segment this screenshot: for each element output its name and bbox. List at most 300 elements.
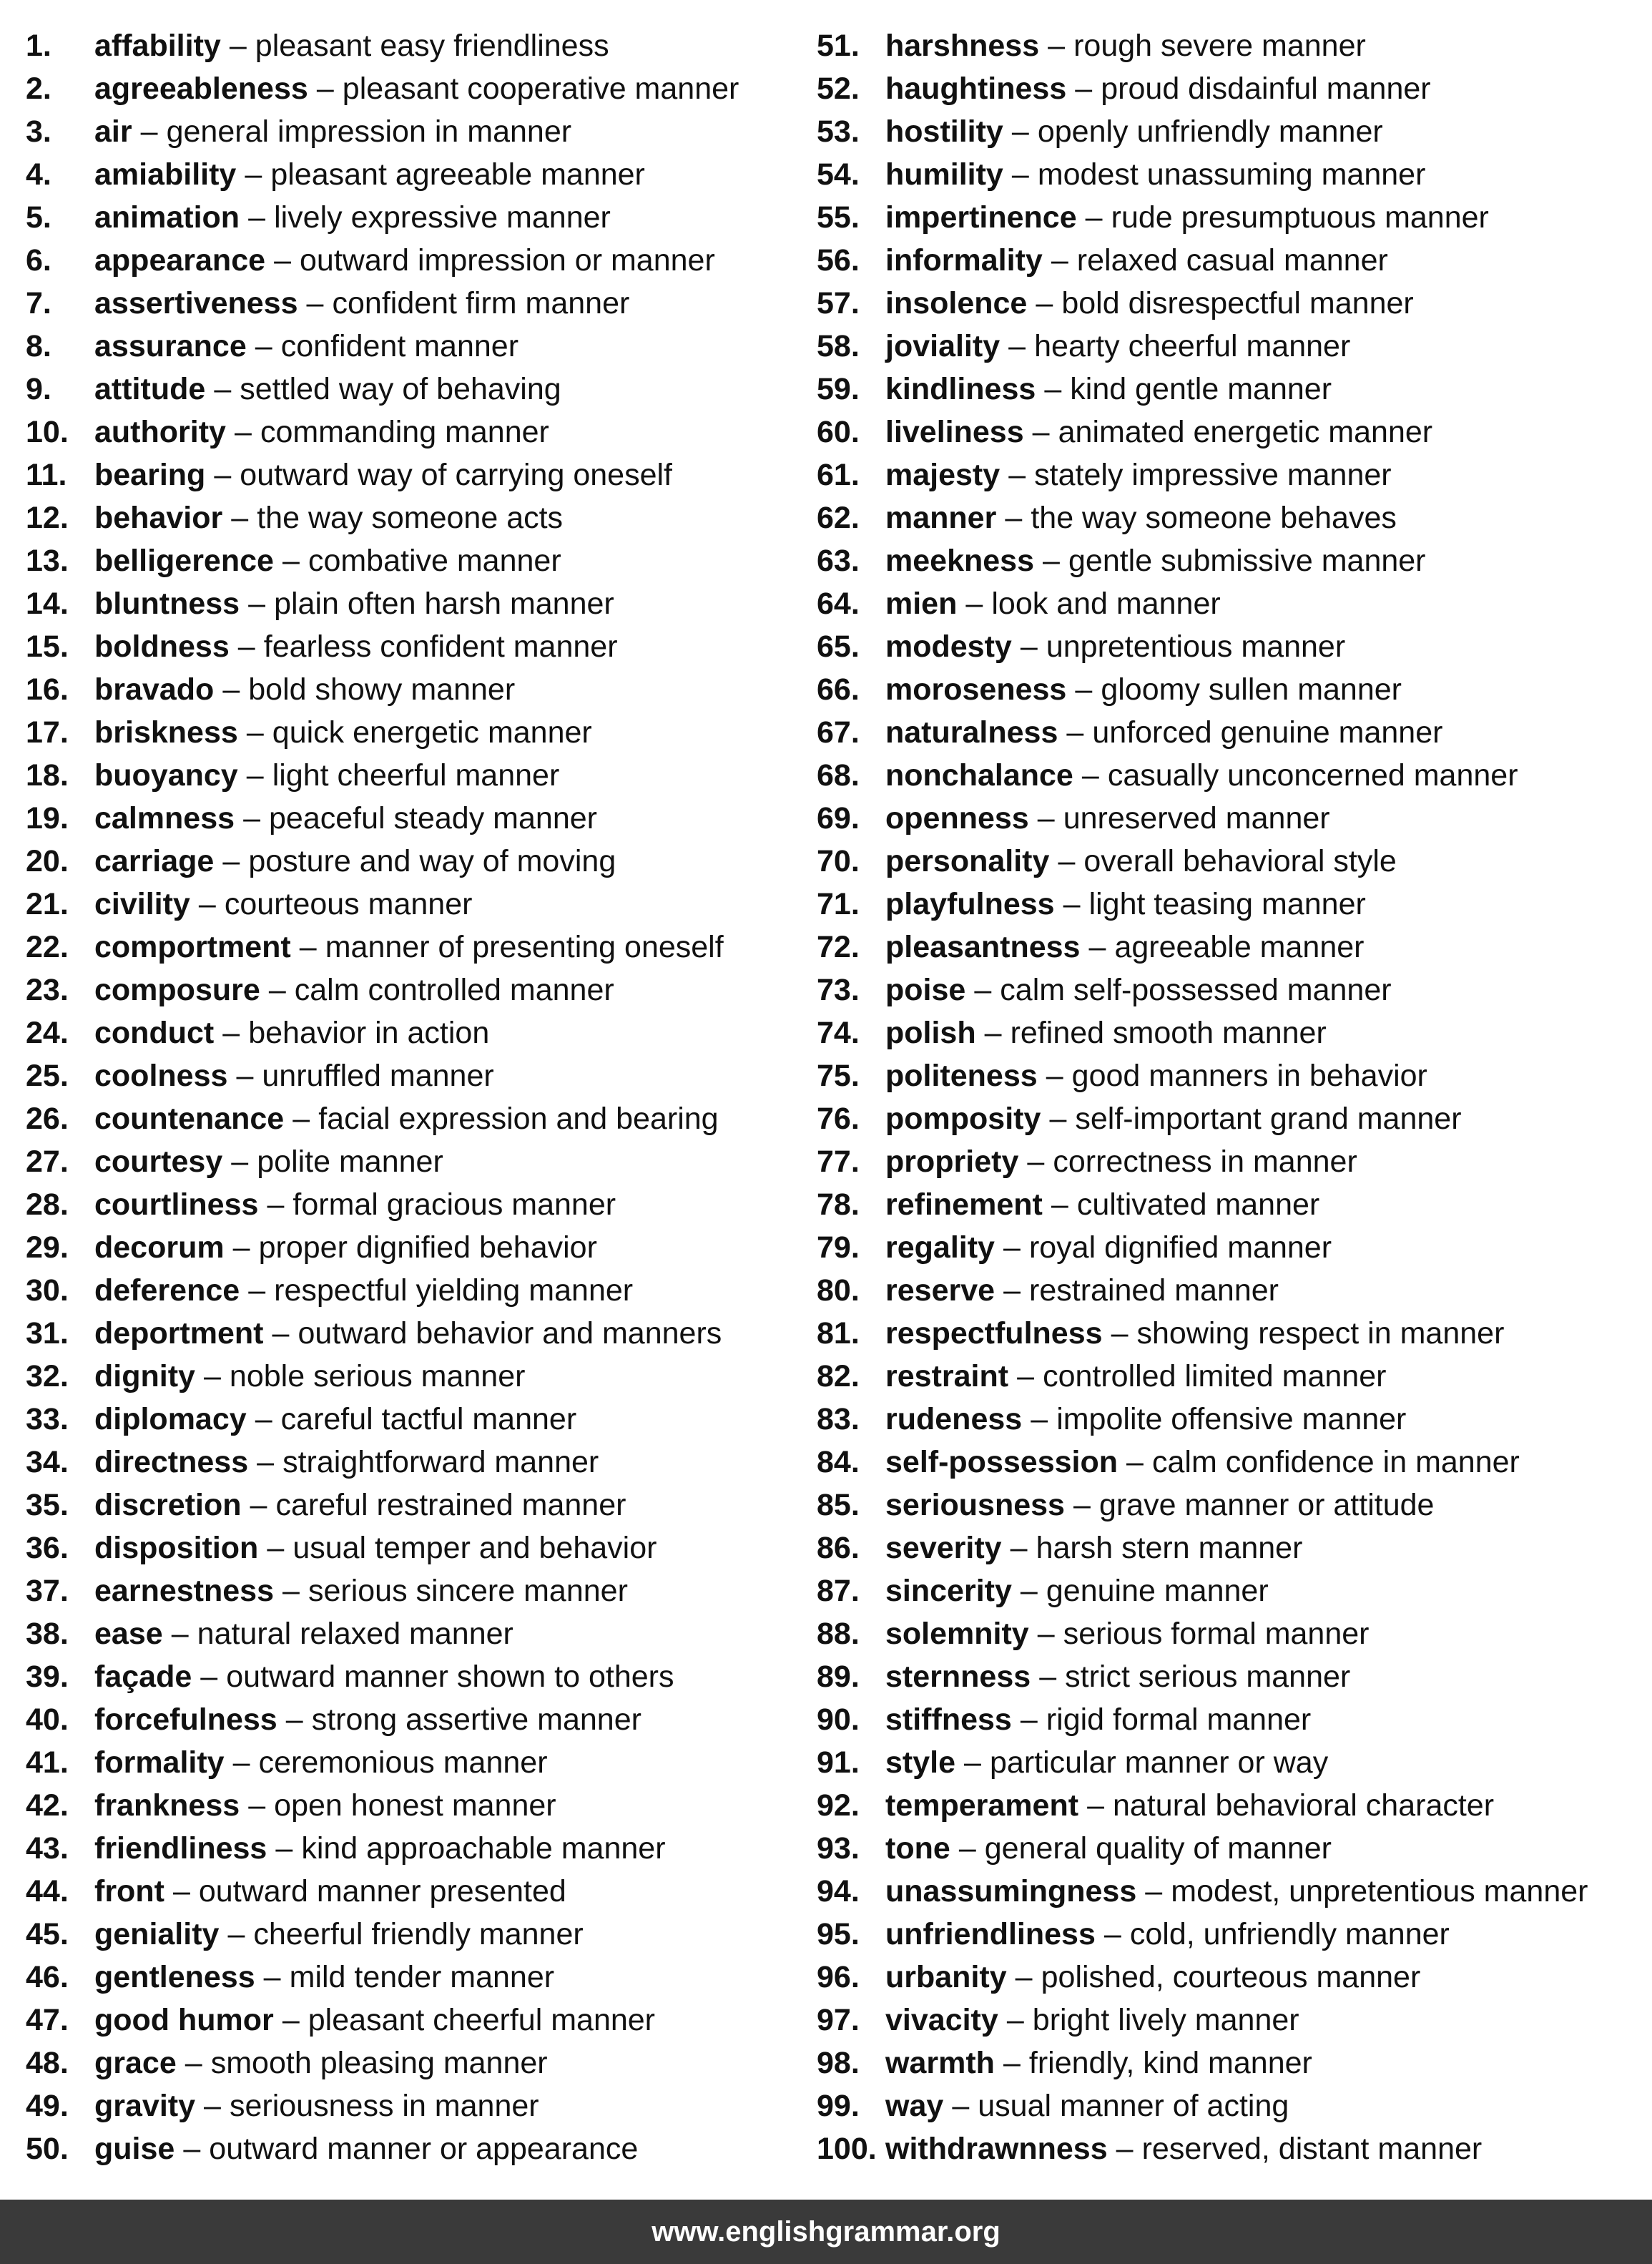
item-text	[885, 1569, 1269, 1612]
item-definition: unforced genuine manner	[1092, 715, 1443, 750]
item-text	[885, 1827, 1332, 1870]
item-term: seriousness	[885, 1488, 1065, 1522]
right-column	[817, 24, 1646, 2170]
list-item	[26, 24, 805, 67]
item-number: 89.	[817, 1660, 860, 1694]
item-number: 99.	[817, 2089, 860, 2123]
item-text	[94, 1398, 576, 1441]
item-dash: –	[248, 1788, 266, 1823]
item-term: liveliness	[885, 415, 1024, 449]
item-dash: –	[1048, 29, 1066, 63]
list-item	[817, 1054, 1646, 1097]
item-definition: proper dignified behavior	[258, 1230, 597, 1265]
item-definition: commanding manner	[260, 415, 549, 449]
list-item	[817, 1484, 1646, 1527]
item-term: animation	[94, 200, 240, 235]
item-number: 52.	[817, 72, 860, 106]
item-dash: –	[1020, 1702, 1038, 1737]
item-text	[94, 282, 629, 325]
footer-bar	[0, 2200, 1652, 2264]
list-item	[817, 1999, 1646, 2042]
list-item	[26, 539, 805, 582]
item-number: 16.	[26, 672, 69, 707]
list-item	[26, 1655, 805, 1698]
item-text	[885, 1140, 1357, 1183]
item-dash: –	[316, 72, 334, 106]
list-item	[817, 840, 1646, 883]
item-definition: openly unfriendly manner	[1037, 114, 1383, 149]
item-number: 69.	[817, 801, 860, 835]
item-number: 36.	[26, 1531, 69, 1565]
item-definition: quick energetic manner	[272, 715, 592, 750]
list-item	[817, 1011, 1646, 1054]
item-dash: –	[292, 1102, 310, 1136]
item-term: dignity	[94, 1359, 195, 1393]
item-definition: modest, unpretentious manner	[1171, 1874, 1588, 1908]
item-term: nonchalance	[885, 758, 1073, 793]
item-term: buoyancy	[94, 758, 238, 793]
item-number: 64.	[817, 587, 860, 621]
list-item	[817, 969, 1646, 1011]
item-dash: –	[140, 114, 158, 149]
item-term: deference	[94, 1273, 240, 1308]
list-item	[817, 454, 1646, 496]
list-item	[26, 840, 805, 883]
item-text	[885, 1183, 1319, 1226]
item-dash: –	[952, 2089, 970, 2123]
item-number: 35.	[26, 1488, 69, 1522]
item-text	[885, 1312, 1504, 1355]
item-term: conduct	[94, 1016, 215, 1050]
item-term: courtesy	[94, 1145, 223, 1179]
item-number: 2.	[26, 72, 51, 106]
item-text	[885, 1011, 1327, 1054]
item-definition: lively expressive manner	[274, 200, 611, 235]
list-item	[26, 2127, 805, 2170]
item-number: 11.	[26, 458, 67, 492]
item-definition: self-important grand manner	[1075, 1102, 1462, 1136]
item-dash: –	[1037, 1617, 1055, 1651]
item-term: openness	[885, 801, 1029, 835]
list-item	[817, 325, 1646, 368]
item-term: civility	[94, 887, 190, 921]
list-item	[817, 1140, 1646, 1183]
item-number: 57.	[817, 286, 860, 320]
item-number: 87.	[817, 1574, 860, 1608]
item-number: 74.	[817, 1016, 860, 1050]
item-text	[94, 711, 592, 754]
item-text	[885, 969, 1392, 1011]
item-text	[885, 196, 1489, 239]
item-number: 83.	[817, 1402, 860, 1436]
list-item	[817, 754, 1646, 797]
item-number: 41.	[26, 1745, 69, 1780]
item-definition: rigid formal manner	[1046, 1702, 1312, 1737]
item-term: polish	[885, 1016, 976, 1050]
item-definition: showing respect in manner	[1136, 1316, 1505, 1351]
item-definition: friendly, kind manner	[1028, 2046, 1312, 2080]
item-dash: –	[246, 715, 264, 750]
item-number: 33.	[26, 1402, 69, 1436]
left-column	[26, 24, 805, 2170]
item-text	[94, 1183, 616, 1226]
item-dash: –	[214, 458, 232, 492]
item-number: 70.	[817, 844, 860, 878]
item-text	[94, 969, 614, 1011]
list-item	[26, 1398, 805, 1441]
item-definition: polished, courteous manner	[1041, 1960, 1421, 1994]
item-dash: –	[203, 1359, 221, 1393]
item-term: insolence	[885, 286, 1028, 320]
item-term: façade	[94, 1660, 192, 1694]
list-item	[26, 711, 805, 754]
item-definition: look and manner	[991, 587, 1221, 621]
list-item	[817, 110, 1646, 153]
item-number: 29.	[26, 1230, 69, 1265]
item-text	[94, 582, 614, 625]
item-dash: –	[1015, 1960, 1033, 1994]
item-term: diplomacy	[94, 1402, 247, 1436]
item-dash: –	[1049, 1102, 1067, 1136]
item-text	[885, 368, 1332, 411]
item-number: 93.	[817, 1831, 860, 1866]
item-term: mien	[885, 587, 958, 621]
item-text	[885, 1999, 1299, 2042]
item-text	[885, 1784, 1494, 1827]
item-dash: –	[282, 2003, 300, 2037]
item-dash: –	[274, 243, 291, 278]
item-number: 15.	[26, 629, 69, 664]
list-item	[817, 196, 1646, 239]
item-definition: natural relaxed manner	[197, 1617, 513, 1651]
item-number: 24.	[26, 1016, 69, 1050]
item-number: 25.	[26, 1059, 69, 1093]
item-dash: –	[1075, 72, 1093, 106]
item-definition: cheerful friendly manner	[253, 1917, 584, 1951]
item-dash: –	[958, 1831, 976, 1866]
item-definition: unreserved manner	[1063, 801, 1330, 835]
item-dash: –	[248, 1273, 266, 1308]
item-definition: outward manner or appearance	[209, 2132, 639, 2166]
item-text	[94, 1956, 554, 1999]
item-definition: confident firm manner	[332, 286, 630, 320]
item-definition: cold, unfriendly manner	[1129, 1917, 1450, 1951]
item-number: 21.	[26, 887, 69, 921]
item-term: stiffness	[885, 1702, 1012, 1737]
item-number: 14.	[26, 587, 69, 621]
item-definition: respectful yielding manner	[274, 1273, 634, 1308]
item-dash: –	[231, 501, 249, 535]
item-term: courtliness	[94, 1187, 259, 1222]
list-item	[26, 196, 805, 239]
item-dash: –	[1003, 1230, 1021, 1265]
item-definition: straightforward manner	[282, 1445, 599, 1479]
item-definition: refined smooth manner	[1010, 1016, 1327, 1050]
item-number: 43.	[26, 1831, 69, 1866]
item-term: urbanity	[885, 1960, 1007, 1994]
item-number: 62.	[817, 501, 860, 535]
item-term: decorum	[94, 1230, 225, 1265]
item-term: naturalness	[885, 715, 1058, 750]
item-dash: –	[965, 587, 983, 621]
item-term: behavior	[94, 501, 223, 535]
item-text	[885, 1741, 1328, 1784]
list-item	[817, 926, 1646, 969]
item-definition: cultivated manner	[1076, 1187, 1320, 1222]
item-number: 90.	[817, 1702, 860, 1737]
list-item	[26, 454, 805, 496]
item-term: regality	[885, 1230, 995, 1265]
list-item	[817, 711, 1646, 754]
list-item	[817, 2084, 1646, 2127]
item-dash: –	[1087, 1788, 1104, 1823]
list-item	[817, 1355, 1646, 1398]
list-item	[817, 625, 1646, 668]
item-dash: –	[1011, 114, 1029, 149]
list-item	[26, 1698, 805, 1741]
item-dash: –	[267, 1187, 285, 1222]
item-number: 27.	[26, 1145, 69, 1179]
item-dash: –	[1020, 629, 1038, 664]
item-text	[94, 24, 609, 67]
item-definition: strong assertive manner	[311, 1702, 641, 1737]
item-dash: –	[232, 1745, 250, 1780]
item-number: 86.	[817, 1531, 860, 1565]
item-definition: unruffled manner	[262, 1059, 494, 1093]
item-definition: the way someone behaves	[1031, 501, 1397, 535]
item-text	[885, 153, 1425, 196]
item-term: harshness	[885, 29, 1040, 63]
item-dash: –	[1020, 1574, 1038, 1608]
list-item	[26, 1484, 805, 1527]
item-definition: bright lively manner	[1032, 2003, 1299, 2037]
item-term: bearing	[94, 458, 206, 492]
item-number: 19.	[26, 801, 69, 835]
item-number: 54.	[817, 157, 860, 192]
item-text	[94, 1913, 584, 1956]
item-definition: formal gracious manner	[292, 1187, 616, 1222]
item-dash: –	[248, 587, 266, 621]
item-dash: –	[984, 1016, 1002, 1050]
item-dash: –	[1063, 887, 1081, 921]
item-text	[94, 883, 472, 926]
item-text	[94, 1655, 674, 1698]
item-definition: kind approachable manner	[301, 1831, 666, 1866]
item-dash: –	[1088, 930, 1106, 964]
item-text	[885, 539, 1426, 582]
item-definition: the way someone acts	[257, 501, 564, 535]
item-text	[94, 1569, 628, 1612]
item-number: 60.	[817, 415, 860, 449]
item-dash: –	[1051, 243, 1068, 278]
list-item	[26, 2042, 805, 2084]
list-item	[26, 1054, 805, 1097]
item-text	[94, 1441, 599, 1484]
item-definition: general quality of manner	[984, 1831, 1332, 1866]
item-number: 68.	[817, 758, 860, 793]
item-term: briskness	[94, 715, 238, 750]
item-dash: –	[250, 1488, 267, 1522]
item-dash: –	[282, 544, 300, 578]
item-dash: –	[204, 2089, 221, 2123]
item-term: way	[885, 2089, 944, 2123]
item-term: deportment	[94, 1316, 264, 1351]
item-number: 5.	[26, 200, 51, 235]
item-number: 88.	[817, 1617, 860, 1651]
item-text	[94, 1784, 556, 1827]
list-item	[26, 1913, 805, 1956]
item-definition: gentle submissive manner	[1068, 544, 1426, 578]
item-text	[885, 110, 1383, 153]
item-number: 10.	[26, 415, 69, 449]
item-number: 6.	[26, 243, 51, 278]
item-number: 42.	[26, 1788, 69, 1823]
list-item	[817, 1527, 1646, 1569]
item-number: 67.	[817, 715, 860, 750]
list-item	[26, 1827, 805, 1870]
item-definition: correctness in manner	[1053, 1145, 1357, 1179]
item-text	[885, 1527, 1302, 1569]
item-number: 13.	[26, 544, 69, 578]
item-text	[885, 454, 1392, 496]
item-number: 32.	[26, 1359, 69, 1393]
item-definition: usual temper and behavior	[292, 1531, 657, 1565]
item-dash: –	[237, 629, 255, 664]
item-definition: plain often harsh manner	[274, 587, 614, 621]
item-text	[94, 196, 611, 239]
item-definition: serious formal manner	[1063, 1617, 1370, 1651]
item-text	[885, 2084, 1289, 2127]
item-text	[94, 1484, 626, 1527]
item-text	[94, 1140, 443, 1183]
item-number: 17.	[26, 715, 69, 750]
item-text	[94, 1527, 657, 1569]
item-text	[885, 1956, 1420, 1999]
item-term: self-possession	[885, 1445, 1118, 1479]
item-definition: calm confidence in manner	[1151, 1445, 1520, 1479]
item-dash: –	[1075, 672, 1093, 707]
item-dash: –	[222, 672, 240, 707]
item-text	[94, 1269, 633, 1312]
item-dash: –	[231, 1145, 249, 1179]
list-item	[817, 1870, 1646, 1913]
item-term: moroseness	[885, 672, 1067, 707]
item-definition: posture and way of moving	[248, 844, 616, 878]
item-term: assurance	[94, 329, 247, 363]
item-definition: polite manner	[257, 1145, 443, 1179]
item-number: 48.	[26, 2046, 69, 2080]
item-dash: –	[227, 1917, 245, 1951]
item-number: 40.	[26, 1702, 69, 1737]
list-item	[26, 1312, 805, 1355]
list-item	[26, 1741, 805, 1784]
item-definition: courteous manner	[224, 887, 473, 921]
item-text	[94, 668, 515, 711]
list-item	[26, 1999, 805, 2042]
item-dash: –	[267, 1531, 285, 1565]
item-dash: –	[1044, 372, 1062, 406]
item-term: pomposity	[885, 1102, 1041, 1136]
item-text	[94, 797, 597, 840]
list-item	[817, 1312, 1646, 1355]
item-dash: –	[1145, 1874, 1163, 1908]
list-item	[26, 1355, 805, 1398]
item-term: humility	[885, 157, 1003, 192]
list-item	[817, 1097, 1646, 1140]
item-dash: –	[171, 1617, 189, 1651]
item-text	[94, 368, 561, 411]
item-text	[94, 496, 563, 539]
item-number: 26.	[26, 1102, 69, 1136]
item-dash: –	[299, 930, 317, 964]
item-dash: –	[282, 1574, 300, 1608]
item-definition: outward impression or manner	[300, 243, 715, 278]
item-number: 22.	[26, 930, 69, 964]
item-definition: settled way of behaving	[240, 372, 561, 406]
list-item	[26, 1269, 805, 1312]
item-number: 75.	[817, 1059, 860, 1093]
item-text	[94, 325, 518, 368]
item-term: formality	[94, 1745, 225, 1780]
list-item	[26, 1097, 805, 1140]
item-definition: outward manner presented	[198, 1874, 566, 1908]
item-term: agreeableness	[94, 72, 308, 106]
item-text	[885, 67, 1431, 110]
item-text	[885, 1913, 1450, 1956]
item-definition: genuine manner	[1046, 1574, 1269, 1608]
item-definition: noble serious manner	[229, 1359, 526, 1393]
list-item	[817, 282, 1646, 325]
item-text	[885, 797, 1330, 840]
footer-url[interactable]: www.englishgrammar.org	[652, 2215, 1000, 2248]
item-number: 9.	[26, 372, 51, 406]
item-text	[94, 239, 715, 282]
item-text	[94, 153, 645, 196]
item-text	[885, 411, 1432, 454]
item-definition: restrained manner	[1029, 1273, 1279, 1308]
item-number: 12.	[26, 501, 69, 535]
item-dash: –	[222, 1016, 240, 1050]
item-term: composure	[94, 973, 260, 1007]
item-definition: general impression in manner	[166, 114, 572, 149]
list-item	[817, 539, 1646, 582]
item-number: 95.	[817, 1917, 860, 1951]
item-dash: –	[1003, 1273, 1021, 1308]
item-definition: animated energetic manner	[1058, 415, 1433, 449]
item-definition: agreeable manner	[1114, 930, 1365, 964]
list-item	[26, 1441, 805, 1484]
item-term: carriage	[94, 844, 215, 878]
item-number: 79.	[817, 1230, 860, 1265]
item-dash: –	[1116, 2132, 1134, 2166]
item-term: playfulness	[885, 887, 1055, 921]
item-number: 39.	[26, 1660, 69, 1694]
list-item	[26, 1870, 805, 1913]
item-number: 30.	[26, 1273, 69, 1308]
item-number: 55.	[817, 200, 860, 235]
item-dash: –	[232, 1230, 250, 1265]
item-definition: unpretentious manner	[1046, 629, 1346, 664]
item-term: earnestness	[94, 1574, 274, 1608]
item-term: unassumingness	[885, 1874, 1137, 1908]
item-definition: calm self-possessed manner	[1000, 973, 1392, 1007]
item-number: 98.	[817, 2046, 860, 2080]
item-text	[94, 110, 571, 153]
item-text	[885, 1612, 1370, 1655]
item-dash: –	[1003, 2046, 1021, 2080]
list-item	[26, 1226, 805, 1269]
item-definition: careful tactful manner	[280, 1402, 577, 1436]
